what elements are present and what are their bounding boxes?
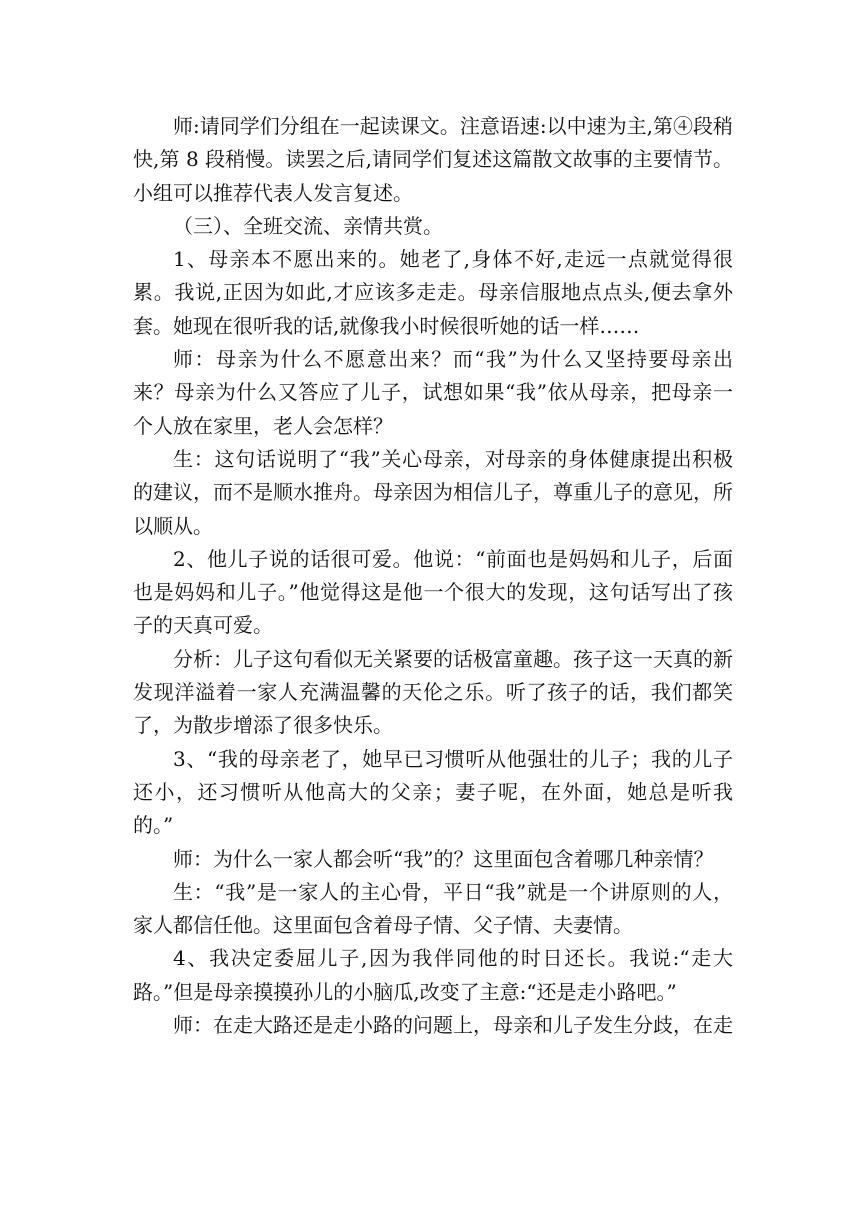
paragraph-student-answer-3: 生：“我”是一家人的主心骨，平日“我”就是一个讲原则的人，家人都信任他。这里面包含着母子情、父子情、夫妻情。 — [133, 879, 733, 938]
paragraph-quote-4: 4、我决定委屈儿子,因为我伴同他的时日还长。我说:“走大路。”但是母亲摸摸孙儿的小脑瓜,改变了主意:“还是走小路吧。” — [133, 946, 733, 1004]
paragraph-student-answer-1: 生：这句话说明了“我”关心母亲，对母亲的身体健康提出积极的建议，而不是顺水推舟。母亲因为相信儿子，尊重儿子的意见，所以顺从。 — [133, 446, 733, 538]
paragraph-quote-1: 1、母亲本不愿出来的。她老了,身体不好,走远一点就觉得很累。我说,正因为如此,才应该多走走。母亲信服地点点头,便去拿外套。她现在很听我的话,就像我小时候很听她的话一样…… — [133, 247, 733, 338]
paragraph-quote-2: 2、他儿子说的话很可爱。他说：“前面也是妈妈和儿子，后面也是妈妈和儿子。”他觉得这是他一个很大的发现，这句话写出了孩子的天真可爱。 — [133, 546, 733, 638]
paragraph-teacher-reading-instruction: 师:请同学们分组在一起读课文。注意语速:以中速为主,第④段稍快,第 8 段稍慢。读罢之后,请同学们复述这篇散文故事的主要情节。小组可以推荐代表人发言复述。 — [133, 114, 733, 205]
paragraph-teacher-question-1: 师：母亲为什么不愿意出来？而“我”为什么又坚持要母亲出来？母亲为什么又答应了儿子，试想如果“我”依从母亲，把母亲一个人放在家里，老人会怎样？ — [133, 347, 733, 438]
paragraph-teacher-question-4: 师：在走大路还是走小路的问题上，母亲和儿子发生分歧，在走 — [173, 1013, 733, 1038]
paragraph-analysis-2: 分析：儿子这句看似无关紧要的话极富童趣。孩子这一天真的新发现洋溢着一家人充满温馨的天伦之乐。听了孩子的话，我们都笑了，为散步增添了很多快乐。 — [133, 646, 733, 738]
paragraph-teacher-question-3: 师：为什么一家人都会听“我”的？这里面包含着哪几种亲情？ — [173, 846, 714, 871]
paragraph-quote-3: 3、“我的母亲老了，她早已习惯听从他强壮的儿子；我的儿子还小，还习惯听从他高大的父亲；妻子呢，在外面，她总是听我的。” — [133, 746, 733, 838]
section-heading-class-exchange: （三）、全班交流、亲情共赏。 — [173, 213, 443, 238]
document-body — [133, 110, 733, 1042]
